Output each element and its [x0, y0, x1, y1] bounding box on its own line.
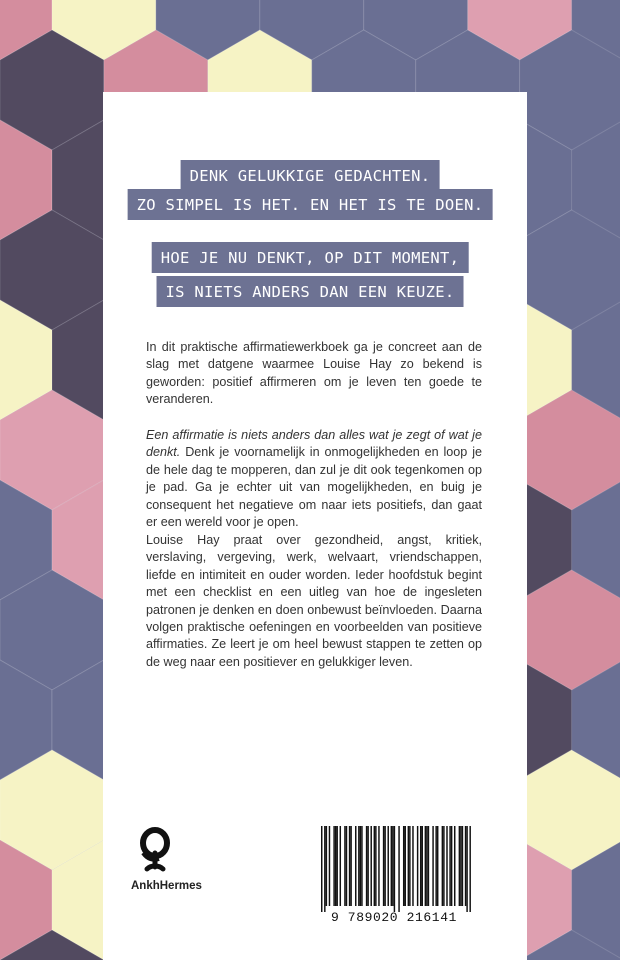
barcode-bar: [367, 826, 368, 906]
barcode-bar: [437, 826, 438, 906]
barcode-bar: [366, 826, 367, 906]
barcode-bar: [462, 826, 463, 906]
barcode-bar: [394, 826, 395, 912]
isbn-digits: 9 789020 216141: [330, 910, 458, 925]
barcode-bar: [425, 826, 426, 906]
barcode-bar: [451, 826, 452, 906]
barcode-bar: [383, 826, 384, 906]
barcode-bar: [422, 826, 423, 906]
barcode-bar: [321, 826, 322, 912]
barcode-bar: [350, 826, 351, 906]
barcode-bar: [435, 826, 436, 906]
barcode-bar: [346, 826, 347, 906]
topics-paragraph: Louise Hay praat over gezondheid, angst, kritiek, verslaving, vergeving, werk, welvaart, vriendschappen, liefde en intimiteit en ouder worden. Ieder hoofdstuk begint met een checklist en een uitleg van hoe de ingesleten patronen je denken en doen onbewust beïnvloeden. Daarna volgen praktische oefeningen en voorbeelden van positieve affirmaties. Ze leert je om heel bewust stappen te zetten op de weg naar een positiever en gelukkiger leven.: [146, 533, 482, 669]
barcode-bar: [333, 826, 334, 906]
barcode-bar: [326, 826, 327, 906]
publisher-name: AnkhHermes: [131, 880, 202, 892]
barcode-bars: [321, 826, 471, 912]
barcode-bar: [340, 826, 341, 906]
affirmation-paragraph: [146, 427, 482, 531]
barcode-bar: [417, 826, 418, 906]
barcode-bar: [442, 826, 443, 906]
affirmation-quote: Een affirmatie is niets anders dan alles wat je zegt of wat je denkt.: [146, 428, 482, 460]
barcode-bar: [409, 826, 410, 906]
barcode-bar: [329, 826, 330, 906]
isbn-barcode: [311, 826, 477, 926]
barcode-bar: [449, 826, 450, 906]
headline-banner-2: ZO SIMPEL IS HET. EN HET IS TE DOEN.: [128, 189, 493, 220]
barcode-bar: [392, 826, 393, 906]
affirmation-text: Denk je voornamelijk in onmogelijkheden en loop je de hele dag te mopperen, dan zul je dit ook tegenkomen op je pad. Ga je echter uit van mogelijkheden, en buig je consequent het negatieve om naar iets positiefs, dan gaat er een wereld voor je open.: [146, 445, 482, 530]
barcode-bar: [446, 826, 447, 906]
barcode-bar: [428, 826, 429, 906]
barcode-bar: [358, 826, 359, 906]
headline-banner-3: HOE JE NU DENKT, OP DIT MOMENT,: [152, 242, 469, 273]
barcode-bar: [469, 826, 470, 912]
barcode-bar: [454, 826, 455, 906]
headline-banner-1: DENK GELUKKIGE GEDACHTEN.: [181, 160, 440, 191]
barcode-bar: [335, 826, 336, 906]
barcode-bar: [324, 826, 325, 912]
barcode-bar: [384, 826, 385, 906]
intro-paragraph: In dit praktische affirmatiewerkboek ga je concreet aan de slag met datgene waarmee Louise Hay zo bekend is geworden: positief affirmeren om je leven ten goede te veranderen.: [146, 340, 482, 407]
barcode-bar: [443, 826, 444, 906]
barcode-bar: [403, 826, 404, 906]
headline-banner-4: IS NIETS ANDERS DAN EEN KEUZE.: [157, 276, 464, 307]
barcode-bar: [375, 826, 376, 906]
barcode-bar: [349, 826, 350, 906]
barcode-bar: [432, 826, 433, 906]
barcode-bar: [405, 826, 406, 906]
barcode-bar: [459, 826, 460, 906]
barcode-bar: [460, 826, 461, 906]
barcode-bar: [426, 826, 427, 906]
barcode-bar: [378, 826, 379, 906]
barcode-bar: [398, 826, 399, 912]
barcode-bar: [465, 826, 466, 906]
barcode-bar: [370, 826, 371, 906]
barcode-bar: [466, 826, 467, 912]
ankhhermes-logo-icon: [135, 825, 175, 877]
barcode-bar: [408, 826, 409, 906]
barcode-bar: [355, 826, 356, 906]
barcode-bar: [412, 826, 413, 906]
barcode-bar: [391, 826, 392, 906]
barcode-bar: [374, 826, 375, 906]
barcode-bar: [387, 826, 388, 906]
barcode-bar: [420, 826, 421, 906]
barcode-bar: [336, 826, 337, 906]
barcode-bar: [344, 826, 345, 906]
barcode-bar: [360, 826, 361, 906]
barcode-bar: [361, 826, 362, 906]
